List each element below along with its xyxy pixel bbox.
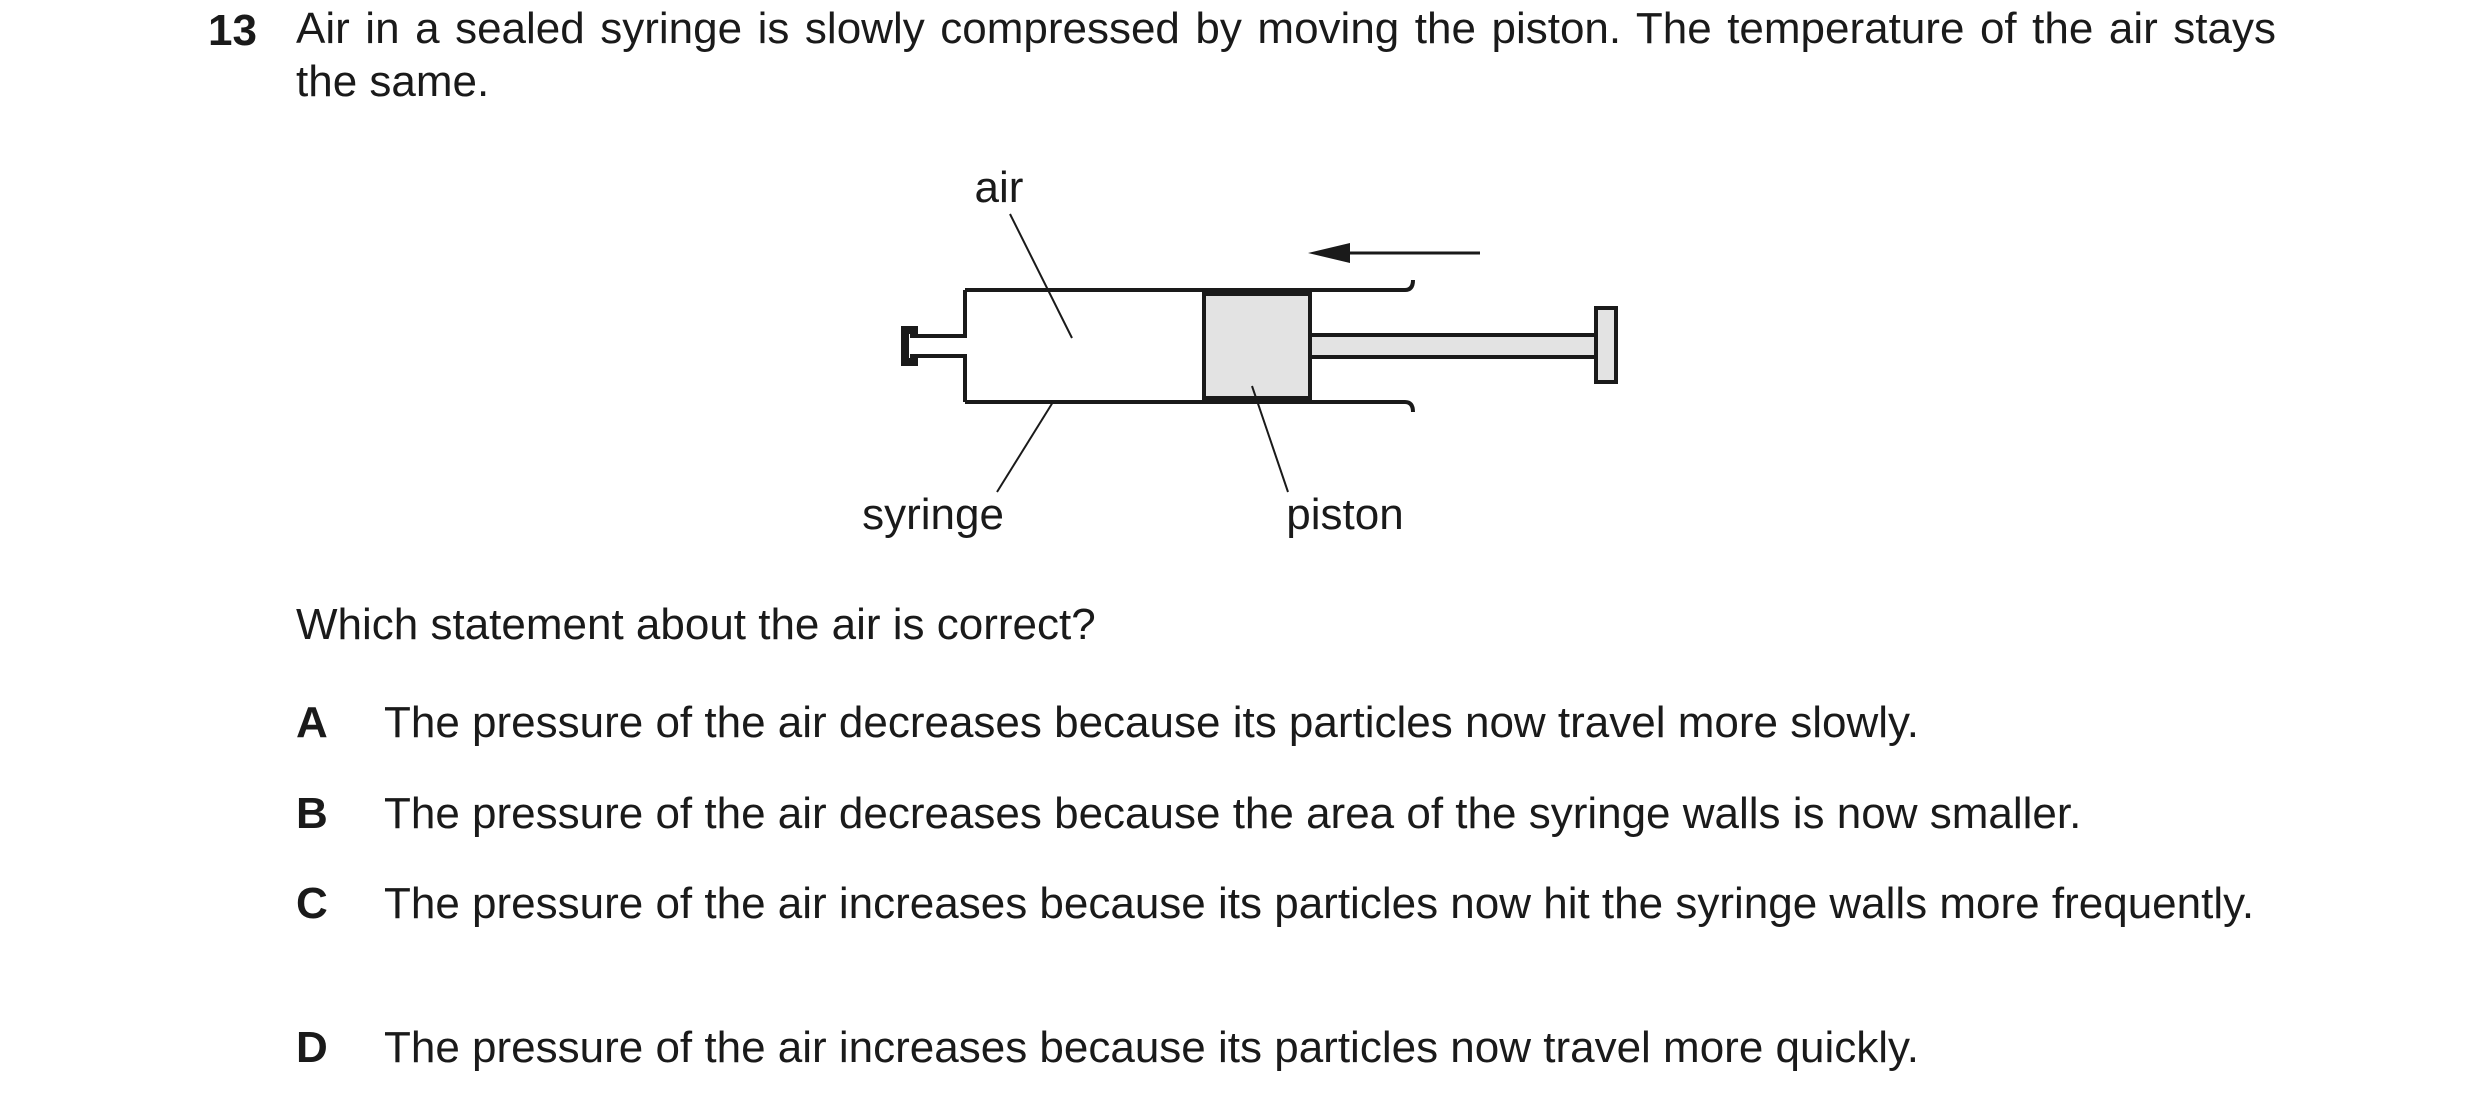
option-d[interactable]: [296, 1021, 2276, 1074]
plunger-thumb-rest: [1596, 308, 1616, 382]
option-a[interactable]: [296, 696, 2276, 749]
barrel-bottom-wall: [965, 402, 1413, 412]
direction-arrow-head: [1308, 243, 1350, 263]
option-letter: C: [296, 879, 328, 928]
option-text: The pressure of the air decreases because its particles now travel more slowly.: [384, 698, 1919, 747]
option-c[interactable]: [296, 877, 2276, 930]
option-letter: A: [296, 698, 328, 747]
question-stem: Air in a sealed syringe is slowly compressed by moving the piston. The temperature of the air stays the same.: [296, 4, 2276, 106]
option-text: The pressure of the air increases because its particles now travel more quickly.: [384, 1023, 1919, 1072]
syringe-leader-line: [997, 402, 1053, 492]
option-text: The pressure of the air increases because its particles now hit the syringe walls more frequently.: [384, 879, 2255, 928]
option-b[interactable]: [296, 787, 2276, 840]
piston-head: [1204, 294, 1310, 398]
syringe-label: syringe: [862, 490, 1004, 539]
piston-label: piston: [1286, 490, 1404, 539]
air-label: air: [974, 163, 1024, 212]
barrel-top-wall: [965, 280, 1413, 290]
question-prompt: Which statement about the air is correct?: [296, 600, 1096, 649]
option-letter: B: [296, 789, 328, 838]
plunger-rod: [1310, 335, 1600, 357]
question-number: 13: [208, 6, 257, 55]
air-leader-line: [1010, 214, 1072, 338]
option-text: The pressure of the air decreases because the area of the syringe walls is now smaller.: [384, 789, 2082, 838]
barrel-sealed-end: [910, 290, 965, 402]
option-letter: D: [296, 1023, 328, 1072]
